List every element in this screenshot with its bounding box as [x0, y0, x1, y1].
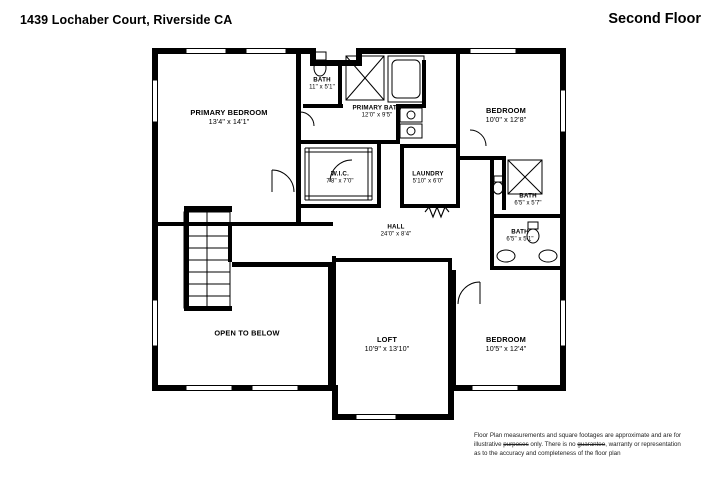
room-name: BEDROOM	[485, 334, 526, 344]
room-dim: 6'5" x 5'7"	[514, 200, 542, 207]
room-label-primary-bedroom	[190, 108, 267, 126]
disclaimer-line-2-a: illustrative	[474, 440, 504, 448]
room-name: PRIMARY BEDROOM	[190, 107, 268, 117]
disclaimer-strike-guarantee: guarantee	[577, 440, 606, 448]
room-dim: 13'4" x 14'1"	[208, 117, 250, 127]
disclaimer-line-2-b: only. There is no	[528, 440, 578, 448]
room-name: PRIMARY BATH	[352, 104, 402, 112]
room-dim: 10'9" x 13'10"	[364, 344, 410, 354]
room-dim: 10'0" x 12'8"	[485, 115, 527, 125]
room-dim: 11" x 5'1"	[309, 84, 335, 91]
floor-label: Second Floor	[608, 11, 701, 27]
room-name: W.I.C.	[330, 170, 350, 178]
room-label-bath-lower-right	[506, 228, 533, 243]
room-dim: 10'5" x 12'4"	[485, 344, 527, 354]
page-title: 1439 Lochaber Court, Riverside CA	[20, 13, 233, 27]
room-label-hall	[381, 223, 412, 238]
room-label-laundry	[412, 170, 443, 185]
room-name: LAUNDRY	[412, 170, 444, 178]
disclaimer-text	[474, 432, 706, 458]
room-label-bedroom-upper-right	[486, 106, 527, 124]
room-label-primary-bath	[352, 104, 401, 119]
room-dim: 12'0" x 9'5"	[361, 112, 393, 119]
disclaimer-line-2	[474, 441, 706, 450]
disclaimer-line-1: Floor Plan measurements and square footages are approximate and are for	[474, 432, 682, 439]
room-label-bedroom-lower-right	[486, 335, 527, 353]
room-label-bath-primary-wc	[309, 76, 335, 91]
room-name: BATH	[511, 228, 529, 236]
room-label-loft	[365, 335, 410, 353]
room-dim: 24'0" x 8'4"	[380, 231, 412, 238]
room-name: BATH	[519, 192, 537, 200]
room-label-bath-upper-right	[514, 192, 541, 207]
room-name: HALL	[387, 223, 405, 231]
disclaimer-line-2-c: , warranty or representation	[605, 440, 681, 448]
room-dim: 6'5" x 5'1"	[506, 236, 534, 243]
room-name: BATH	[313, 76, 331, 84]
disclaimer-line-3: as to the accuracy and completeness of the floor plan	[474, 449, 621, 457]
room-name: OPEN TO BELOW	[214, 328, 280, 338]
disclaimer-strike-purposes: purposes	[503, 440, 529, 448]
room-label-wic	[326, 170, 353, 185]
room-dim: 7'8" x 7'0"	[326, 178, 354, 185]
room-label-open-to-below	[214, 328, 279, 337]
room-dim: 5'10" x 6'0"	[412, 178, 444, 185]
room-name: LOFT	[376, 334, 398, 344]
room-name: BEDROOM	[485, 105, 526, 115]
